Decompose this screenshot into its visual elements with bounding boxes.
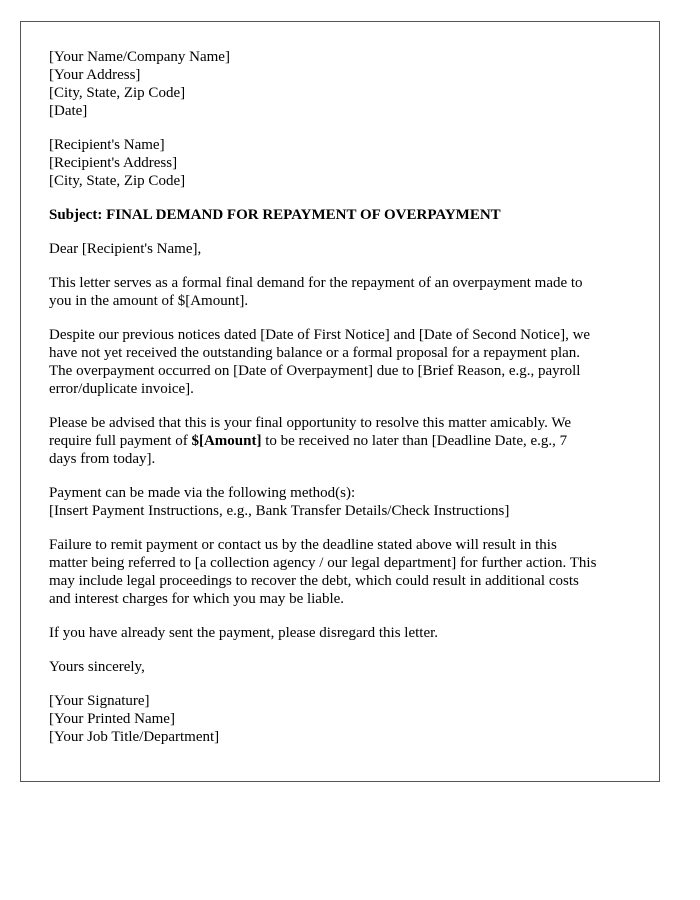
paragraph-line bbox=[49, 432, 631, 450]
paragraph-line: days from today]. bbox=[49, 451, 156, 467]
paragraph-previous-notices bbox=[49, 326, 631, 398]
paragraph-consequences bbox=[49, 536, 631, 608]
printed-name: [Your Printed Name] bbox=[49, 711, 175, 727]
job-title: [Your Job Title/Department] bbox=[49, 729, 220, 745]
paragraph-payment-method bbox=[49, 484, 631, 520]
signature-placeholder: [Your Signature] bbox=[49, 693, 150, 709]
paragraph-line: Payment can be made via the following method(s): bbox=[49, 485, 356, 501]
paragraph-line: This letter serves as a formal final demand for the repayment of an overpayment made to bbox=[49, 275, 583, 291]
paragraph-line: matter being referred to [a collection agency / our legal department] for further action. This bbox=[49, 555, 597, 571]
paragraph-line: have not yet received the outstanding balance or a formal proposal for a repayment plan. bbox=[49, 345, 581, 361]
paragraph-line: may include legal proceedings to recover the debt, which could result in additional costs bbox=[49, 573, 579, 589]
sender-block bbox=[49, 48, 631, 120]
paragraph-line: Despite our previous notices dated [Date of First Notice] and [Date of Second Notice], we bbox=[49, 327, 591, 343]
recipient-city-state-zip: [City, State, Zip Code] bbox=[49, 173, 186, 189]
paragraph-line: error/duplicate invoice]. bbox=[49, 381, 194, 397]
amount-emphasis: $[Amount] bbox=[191, 433, 262, 449]
letter-page bbox=[20, 21, 660, 782]
paragraph-text: to be received no later than [Deadline Date, e.g., 7 bbox=[261, 433, 568, 449]
paragraph-line: Failure to remit payment or contact us by the deadline stated above will result in this bbox=[49, 537, 557, 553]
paragraph-line: [Insert Payment Instructions, e.g., Bank Transfer Details/Check Instructions] bbox=[49, 503, 510, 519]
paragraph-disregard: If you have already sent the payment, please disregard this letter. bbox=[49, 625, 439, 641]
salutation: Dear [Recipient's Name], bbox=[49, 241, 202, 257]
recipient-address: [Recipient's Address] bbox=[49, 155, 178, 171]
paragraph-line: you in the amount of $[Amount]. bbox=[49, 293, 249, 309]
closing: Yours sincerely, bbox=[49, 659, 145, 675]
paragraph-text: require full payment of bbox=[49, 433, 192, 449]
recipient-block bbox=[49, 136, 631, 190]
paragraph-final-opportunity bbox=[49, 414, 631, 468]
paragraph-line: Please be advised that this is your final opportunity to resolve this matter amicably. We bbox=[49, 415, 572, 431]
signature-block bbox=[49, 692, 631, 746]
recipient-name: [Recipient's Name] bbox=[49, 137, 165, 153]
paragraph-line: The overpayment occurred on [Date of Overpayment] due to [Brief Reason, e.g., payroll bbox=[49, 363, 581, 379]
sender-name: [Your Name/Company Name] bbox=[49, 49, 230, 65]
letter-date: [Date] bbox=[49, 103, 88, 119]
sender-address: [Your Address] bbox=[49, 67, 141, 83]
paragraph-overpayment-notice bbox=[49, 274, 631, 310]
subject-line: Subject: FINAL DEMAND FOR REPAYMENT OF OVERPAYMENT bbox=[49, 207, 501, 223]
paragraph-line: and interest charges for which you may be liable. bbox=[49, 591, 345, 607]
sender-city-state-zip: [City, State, Zip Code] bbox=[49, 85, 186, 101]
